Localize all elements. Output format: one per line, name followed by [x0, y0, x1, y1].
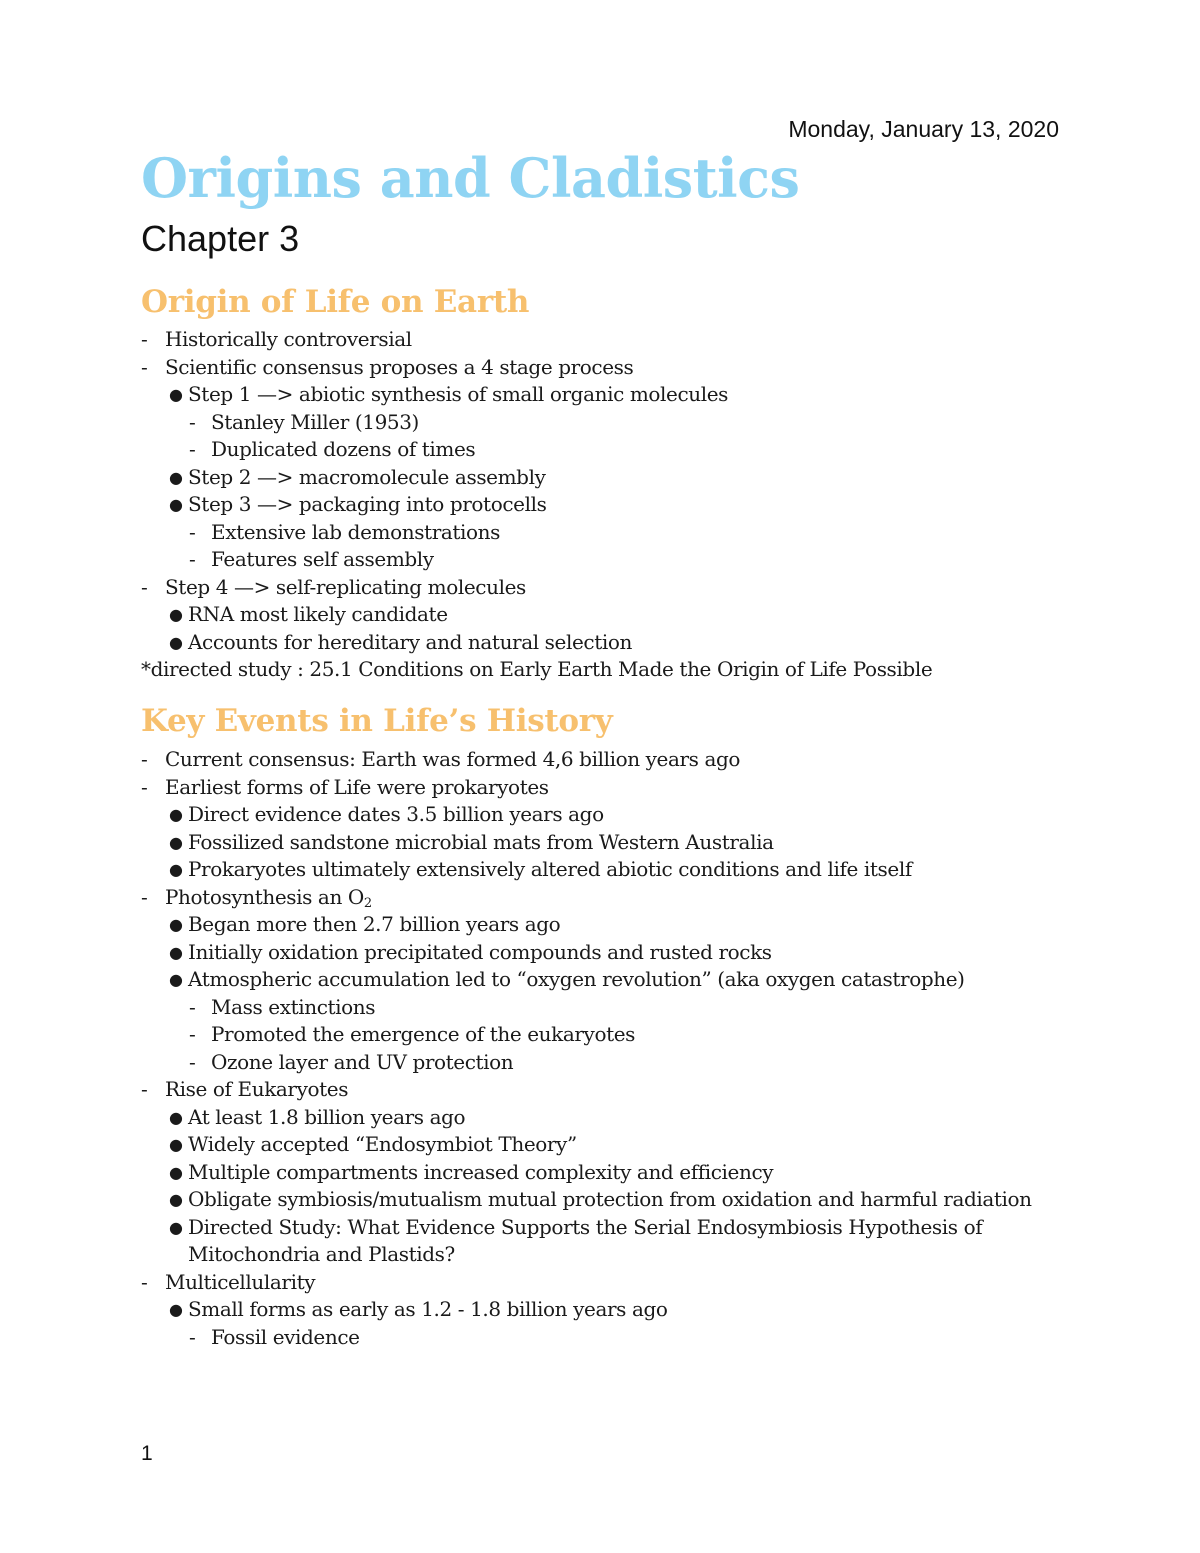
- subscript: 2: [363, 895, 372, 911]
- list-item: [141, 574, 1071, 602]
- list-item: [141, 911, 1071, 939]
- list-item: [141, 629, 1071, 657]
- bullet-dot-icon: ●: [169, 1162, 183, 1182]
- list-item-text: Stanley Miller (1953): [211, 409, 419, 434]
- bullet-dash-icon: -: [189, 547, 196, 571]
- note-item: [141, 656, 1071, 684]
- list-item: [141, 939, 1071, 967]
- list-item: [141, 966, 1071, 994]
- bullet-dot-icon: ●: [169, 495, 183, 514]
- chapter-subtitle: Chapter 3: [141, 218, 300, 259]
- bullet-dot-icon: ●: [169, 942, 183, 962]
- list-item-text: Multiple compartments increased complexity and efficiency: [188, 1159, 774, 1184]
- bullet-dot-icon: ●: [169, 1217, 183, 1237]
- list-item: [141, 774, 1071, 802]
- bullet-dot-icon: ●: [169, 1300, 183, 1319]
- list-item: [141, 746, 1071, 774]
- list-item-text: Began more then 2.7 billion years ago: [188, 912, 561, 936]
- page-title: Origins and Cladistics: [141, 146, 800, 210]
- list-item-text: Photosynthesis an O: [165, 884, 364, 909]
- list-item: [141, 994, 1071, 1022]
- section-heading-origin-of-life: Origin of Life on Earth: [141, 284, 530, 320]
- list-item: [141, 1021, 1071, 1049]
- list-item: [141, 801, 1071, 829]
- bullet-dot-icon: ●: [169, 385, 183, 404]
- bullet-dot-icon: ●: [169, 860, 183, 879]
- list-item: [141, 1214, 1071, 1269]
- list-item: [141, 1186, 1071, 1214]
- list-item-text: Widely accepted “Endosymbiot Theory”: [188, 1132, 577, 1156]
- list-item-text: Features self assembly: [211, 547, 434, 571]
- list-item: [141, 354, 1071, 382]
- list-item-text: Rise of Eukaryotes: [165, 1077, 349, 1101]
- list-item: [141, 464, 1071, 492]
- list-item: [141, 1269, 1071, 1297]
- list-item: [141, 1159, 1071, 1187]
- list-item-text: Mass extinctions: [211, 994, 376, 1019]
- list-item-text: Obligate symbiosis/mutualism mutual protection from oxidation and harmful radiation: [188, 1187, 1032, 1211]
- bullet-dash-icon: -: [189, 437, 196, 461]
- bullet-dash-icon: -: [141, 747, 148, 771]
- list-item: [141, 519, 1071, 547]
- list-item: [141, 381, 1071, 409]
- bullet-dot-icon: ●: [169, 805, 183, 824]
- list-item: [141, 546, 1071, 574]
- bullet-dash-icon: -: [189, 994, 196, 1019]
- list-item: [141, 326, 1071, 354]
- bullet-dot-icon: ●: [169, 832, 183, 852]
- bullet-dot-icon: ●: [169, 970, 183, 989]
- bullet-dash-icon: -: [141, 327, 148, 351]
- list-item-text: Earliest forms of Life were prokaryotes: [165, 774, 549, 799]
- list-item-text: *directed study : 25.1 Conditions on Early Earth Made the Origin of Life Possible: [141, 657, 933, 681]
- list-item-text: Current consensus: Earth was formed 4,6 billion years ago: [165, 747, 741, 771]
- list-item-text: Step 4 —> self-replicating molecules: [165, 574, 526, 599]
- bullet-dot-icon: ●: [169, 1135, 183, 1154]
- list-item-text: Step 3 —> packaging into protocells: [188, 492, 547, 516]
- bullet-dash-icon: -: [141, 884, 148, 909]
- list-item-text: Directed Study: What Evidence Supports the Serial Endosymbiosis Hypothesis of Mitochondria and Plastids?: [188, 1214, 983, 1266]
- list-item-text: Initially oxidation precipitated compounds and rusted rocks: [188, 939, 772, 964]
- section-list-key-events: [141, 746, 1071, 1351]
- bullet-dash-icon: -: [189, 1049, 196, 1074]
- bullet-dot-icon: ●: [169, 1190, 183, 1209]
- list-item-text: Small forms as early as 1.2 - 1.8 billion years ago: [188, 1297, 668, 1321]
- list-item-text: Promoted the emergence of the eukaryotes: [211, 1022, 636, 1046]
- list-item: [141, 884, 1071, 912]
- list-item: [141, 1296, 1071, 1324]
- list-item-text: Extensive lab demonstrations: [211, 519, 500, 544]
- list-item-text: Scientific consensus proposes a 4 stage process: [165, 354, 634, 379]
- list-item: [141, 1076, 1071, 1104]
- list-item: [141, 1324, 1071, 1352]
- list-item-text: Step 2 —> macromolecule assembly: [188, 464, 546, 489]
- bullet-dash-icon: -: [189, 1324, 196, 1349]
- bullet-dot-icon: ●: [169, 467, 183, 487]
- list-item: [141, 1104, 1071, 1132]
- bullet-dot-icon: ●: [169, 605, 183, 624]
- list-item: [141, 856, 1071, 884]
- list-item: [141, 409, 1071, 437]
- list-item: [141, 1049, 1071, 1077]
- list-item-text: Accounts for hereditary and natural selection: [188, 629, 632, 654]
- date-header: Monday, January 13, 2020: [788, 116, 1059, 142]
- bullet-dash-icon: -: [141, 354, 148, 379]
- list-item: [141, 491, 1071, 519]
- list-item: [141, 436, 1071, 464]
- list-item-text: Direct evidence dates 3.5 billion years ago: [188, 802, 604, 826]
- bullet-dash-icon: -: [141, 574, 148, 599]
- list-item-text: RNA most likely candidate: [188, 602, 448, 626]
- bullet-dot-icon: ●: [169, 1107, 183, 1127]
- list-item: [141, 601, 1071, 629]
- bullet-dash-icon: -: [189, 409, 196, 434]
- list-item-text: Atmospheric accumulation led to “oxygen revolution” (aka oxygen catastrophe): [188, 967, 965, 991]
- page-number: 1: [141, 1442, 153, 1465]
- bullet-dash-icon: -: [141, 1077, 148, 1101]
- list-item-text: Multicellularity: [165, 1269, 316, 1294]
- list-item: [141, 829, 1071, 857]
- list-item-text: Fossilized sandstone microbial mats from Western Australia: [188, 829, 774, 854]
- list-item-text: Prokaryotes ultimately extensively altered abiotic conditions and life itself: [188, 857, 912, 881]
- bullet-dash-icon: -: [141, 774, 148, 799]
- list-item-text: Step 1 —> abiotic synthesis of small organic molecules: [188, 382, 729, 406]
- bullet-dash-icon: -: [189, 1022, 196, 1046]
- section-list-origin-of-life: [141, 326, 1071, 684]
- list-item-text: Ozone layer and UV protection: [211, 1049, 514, 1074]
- bullet-dot-icon: ●: [169, 632, 183, 652]
- list-item-text: Historically controversial: [165, 327, 412, 351]
- bullet-dot-icon: ●: [169, 915, 183, 934]
- list-item-text: At least 1.8 billion years ago: [188, 1104, 466, 1129]
- bullet-dash-icon: -: [189, 519, 196, 544]
- list-item-text: Duplicated dozens of times: [211, 437, 476, 461]
- list-item: [141, 1131, 1071, 1159]
- list-item-text: Fossil evidence: [211, 1324, 360, 1349]
- bullet-dash-icon: -: [141, 1269, 148, 1294]
- section-heading-key-events: Key Events in Life’s History: [141, 703, 613, 739]
